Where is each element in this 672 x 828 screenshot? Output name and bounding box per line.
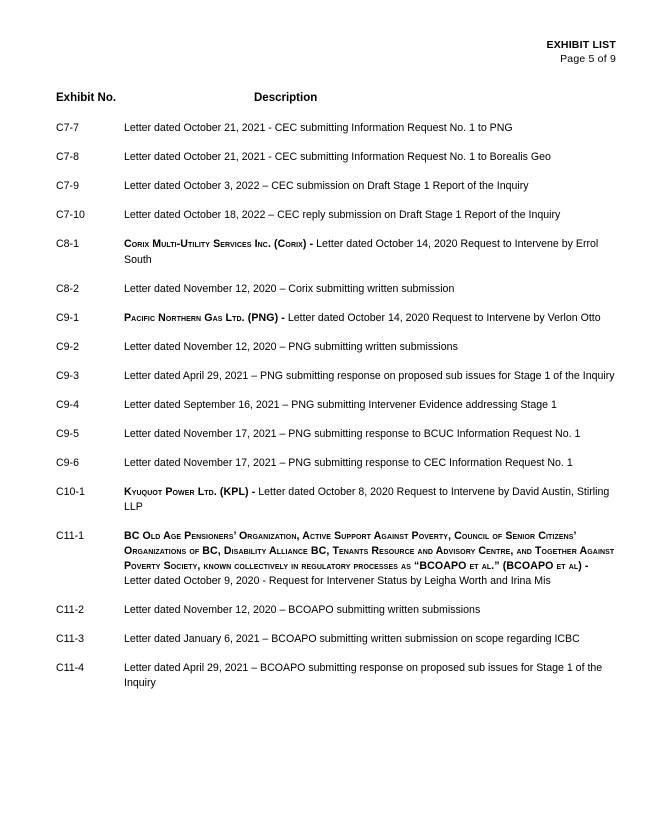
table-row	[56, 179, 616, 208]
exhibit-number: C9-2	[56, 340, 79, 353]
exhibit-description-text: Letter dated October 21, 2021 - CEC submitting Information Request No. 1 to Borealis Geo	[124, 151, 551, 164]
exhibit-description	[124, 179, 616, 208]
exhibit-description	[124, 456, 616, 485]
exhibit-description-text: Letter dated November 12, 2020 – BCOAPO submitting written submissions	[124, 603, 481, 616]
exhibit-number: C9-5	[56, 427, 79, 440]
exhibit-description	[124, 661, 616, 705]
exhibit-number: C10-1	[56, 485, 85, 498]
exhibit-description-text: Letter dated October 14, 2020 Request to Intervene by Verlon Otto	[284, 311, 601, 324]
exhibit-description-text: Letter dated October 14, 2020 Request to Intervene by Errol South	[124, 238, 599, 266]
exhibit-number: C11-2	[56, 603, 85, 616]
table-row	[56, 150, 616, 179]
table-row	[56, 121, 616, 150]
table-row	[56, 529, 616, 603]
party-name: Kyuquot Power Ltd. (KPL) -	[124, 485, 256, 498]
exhibit-description-text: Letter dated November 12, 2020 – PNG submitting written submissions	[124, 340, 458, 353]
exhibit-description	[124, 237, 616, 281]
exhibit-description	[124, 427, 616, 456]
exhibit-number: C7-9	[56, 180, 79, 193]
exhibit-description	[124, 150, 616, 179]
party-name: BC Old Age Pensioners’ Organization, Active Support Against Poverty, Council of Senior Citizens’ Organizations of BC, Disability Alliance BC, Tenants Resource and Advisory Centre, and Together Against Poverty Society, known collectively in regulatory processes as “BCOAPO et al.” (BCOAPO et al) -	[124, 529, 615, 572]
exhibit-description	[124, 282, 616, 311]
exhibit-description	[124, 340, 616, 369]
table-row	[56, 603, 616, 632]
exhibit-description-text: Letter dated October 18, 2022 – CEC reply submission on Draft Stage 1 Report of the Inquiry	[124, 209, 561, 222]
table-row	[56, 311, 616, 340]
exhibit-description	[124, 632, 616, 661]
exhibit-number: C11-1	[56, 529, 85, 542]
table-row	[56, 632, 616, 661]
exhibit-number: C7-8	[56, 151, 79, 164]
exhibit-number: C9-3	[56, 369, 79, 382]
table-row	[56, 427, 616, 456]
exhibit-description	[124, 603, 616, 632]
exhibit-description	[124, 529, 616, 603]
table-row	[56, 340, 616, 369]
exhibit-number: C7-7	[56, 122, 79, 135]
exhibit-list-title: EXHIBIT LIST	[546, 39, 616, 51]
exhibit-description-text: Letter dated October 8, 2020 Request to Intervene by David Austin, Stirling LLP	[124, 485, 610, 513]
document-header	[56, 38, 616, 66]
table-row	[56, 282, 616, 311]
exhibit-description-text: Letter dated November 17, 2021 – PNG submitting response to CEC Information Request No. 1	[124, 456, 573, 469]
exhibit-description-text: Letter dated April 29, 2021 – PNG submitting response on proposed sub issues for Stage 1 of the Inquiry	[124, 369, 615, 382]
exhibit-description	[124, 208, 616, 237]
exhibit-description-text: Letter dated November 17, 2021 – PNG submitting response to BCUC Information Request No. 1	[124, 427, 581, 440]
column-headings	[56, 92, 616, 104]
exhibit-description	[124, 398, 616, 427]
exhibit-number: C9-1	[56, 311, 79, 324]
table-row	[56, 456, 616, 485]
column-heading-description: Description	[254, 92, 318, 105]
exhibit-description-text: Letter dated November 12, 2020 – Corix submitting written submission	[124, 282, 455, 295]
page-number: Page 5 of 9	[560, 53, 616, 66]
table-row	[56, 485, 616, 529]
exhibit-description-text: Letter dated September 16, 2021 – PNG submitting Intervener Evidence addressing Stage 1	[124, 398, 557, 411]
exhibit-description	[124, 485, 616, 529]
exhibit-description-text: Letter dated October 3, 2022 – CEC submission on Draft Stage 1 Report of the Inquiry	[124, 180, 529, 193]
exhibit-table	[56, 121, 616, 705]
exhibit-number: C7-10	[56, 209, 85, 222]
exhibit-number: C8-2	[56, 282, 79, 295]
party-name: Corix Multi-Utility Services Inc. (Corix) -	[124, 238, 314, 251]
exhibit-description	[124, 311, 616, 340]
exhibit-number: C11-4	[56, 662, 85, 674]
exhibit-number: C9-4	[56, 398, 79, 411]
exhibit-table-body	[56, 121, 616, 705]
exhibit-description-text: Letter dated January 6, 2021 – BCOAPO submitting written submission on scope regarding ICBC	[124, 632, 580, 645]
exhibit-number: C11-3	[56, 632, 85, 645]
table-row	[56, 369, 616, 398]
exhibit-number: C9-6	[56, 456, 79, 469]
exhibit-description-text: Letter dated April 29, 2021 – BCOAPO submitting response on proposed sub issues for Stage 1 of the Inquiry	[124, 662, 603, 690]
table-row	[56, 208, 616, 237]
exhibit-description	[124, 121, 616, 150]
exhibit-number: C8-1	[56, 238, 79, 251]
table-row	[56, 661, 616, 705]
table-row	[56, 398, 616, 427]
exhibit-description	[124, 369, 616, 398]
exhibit-description-text: Letter dated October 9, 2020 - Request for Intervener Status by Leigha Worth and Irina Mis	[124, 574, 551, 587]
exhibit-description-text: Letter dated October 21, 2021 - CEC submitting Information Request No. 1 to PNG	[124, 122, 513, 135]
party-name: Pacific Northern Gas Ltd. (PNG) -	[124, 311, 285, 324]
table-row	[56, 237, 616, 281]
column-heading-exhibit-no: Exhibit No.	[56, 92, 117, 105]
